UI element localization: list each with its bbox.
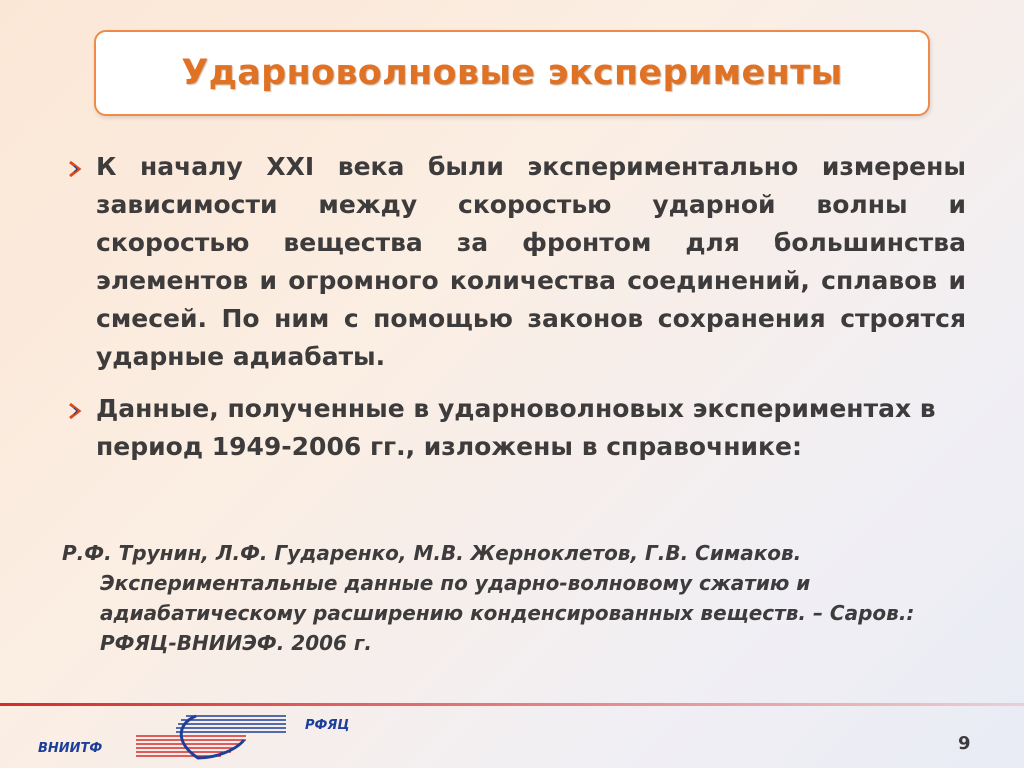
reference-citation [62, 538, 962, 658]
logo-rfyac: РФЯЦ [305, 718, 350, 733]
bullet-text-1: К началу XXI века были экспериментально измерены зависимости между скоростью ударной волны и скоростью вещества за фронтом для большинства элементов и огромного количества соединений, сплавов и смесей. По ним с помощью законов сохранения строятся ударные адиабаты. [96, 152, 966, 371]
page-number: 9 [958, 733, 971, 754]
bullet-text-2: Данные, полученные в ударноволновых экспериментах в период 1949-2006 гг., изложены в справочнике: [96, 394, 936, 461]
footer-divider [0, 703, 1024, 706]
reference-authors: Р.Ф. Трунин, Л.Ф. Гударенко, М.В. Жерноклетов, Г.В. Симаков. [62, 541, 802, 565]
arrow-bullet-icon [66, 148, 96, 183]
institute-logo-icon [136, 714, 286, 766]
slide-title: Ударноволновые эксперименты [181, 53, 843, 93]
logo-vniitf: ВНИИТФ [38, 741, 103, 756]
arrow-bullet-icon [66, 390, 96, 425]
bullet-item-2 [66, 390, 966, 466]
reference-title: Экспериментальные данные по ударно-волновому сжатию и адиабатическому расширению конденсированных веществ. – Саров.: РФЯЦ-ВНИИЭФ. 2006 г. [100, 571, 915, 655]
title-box [94, 30, 930, 116]
bullet-item-1 [66, 148, 966, 376]
